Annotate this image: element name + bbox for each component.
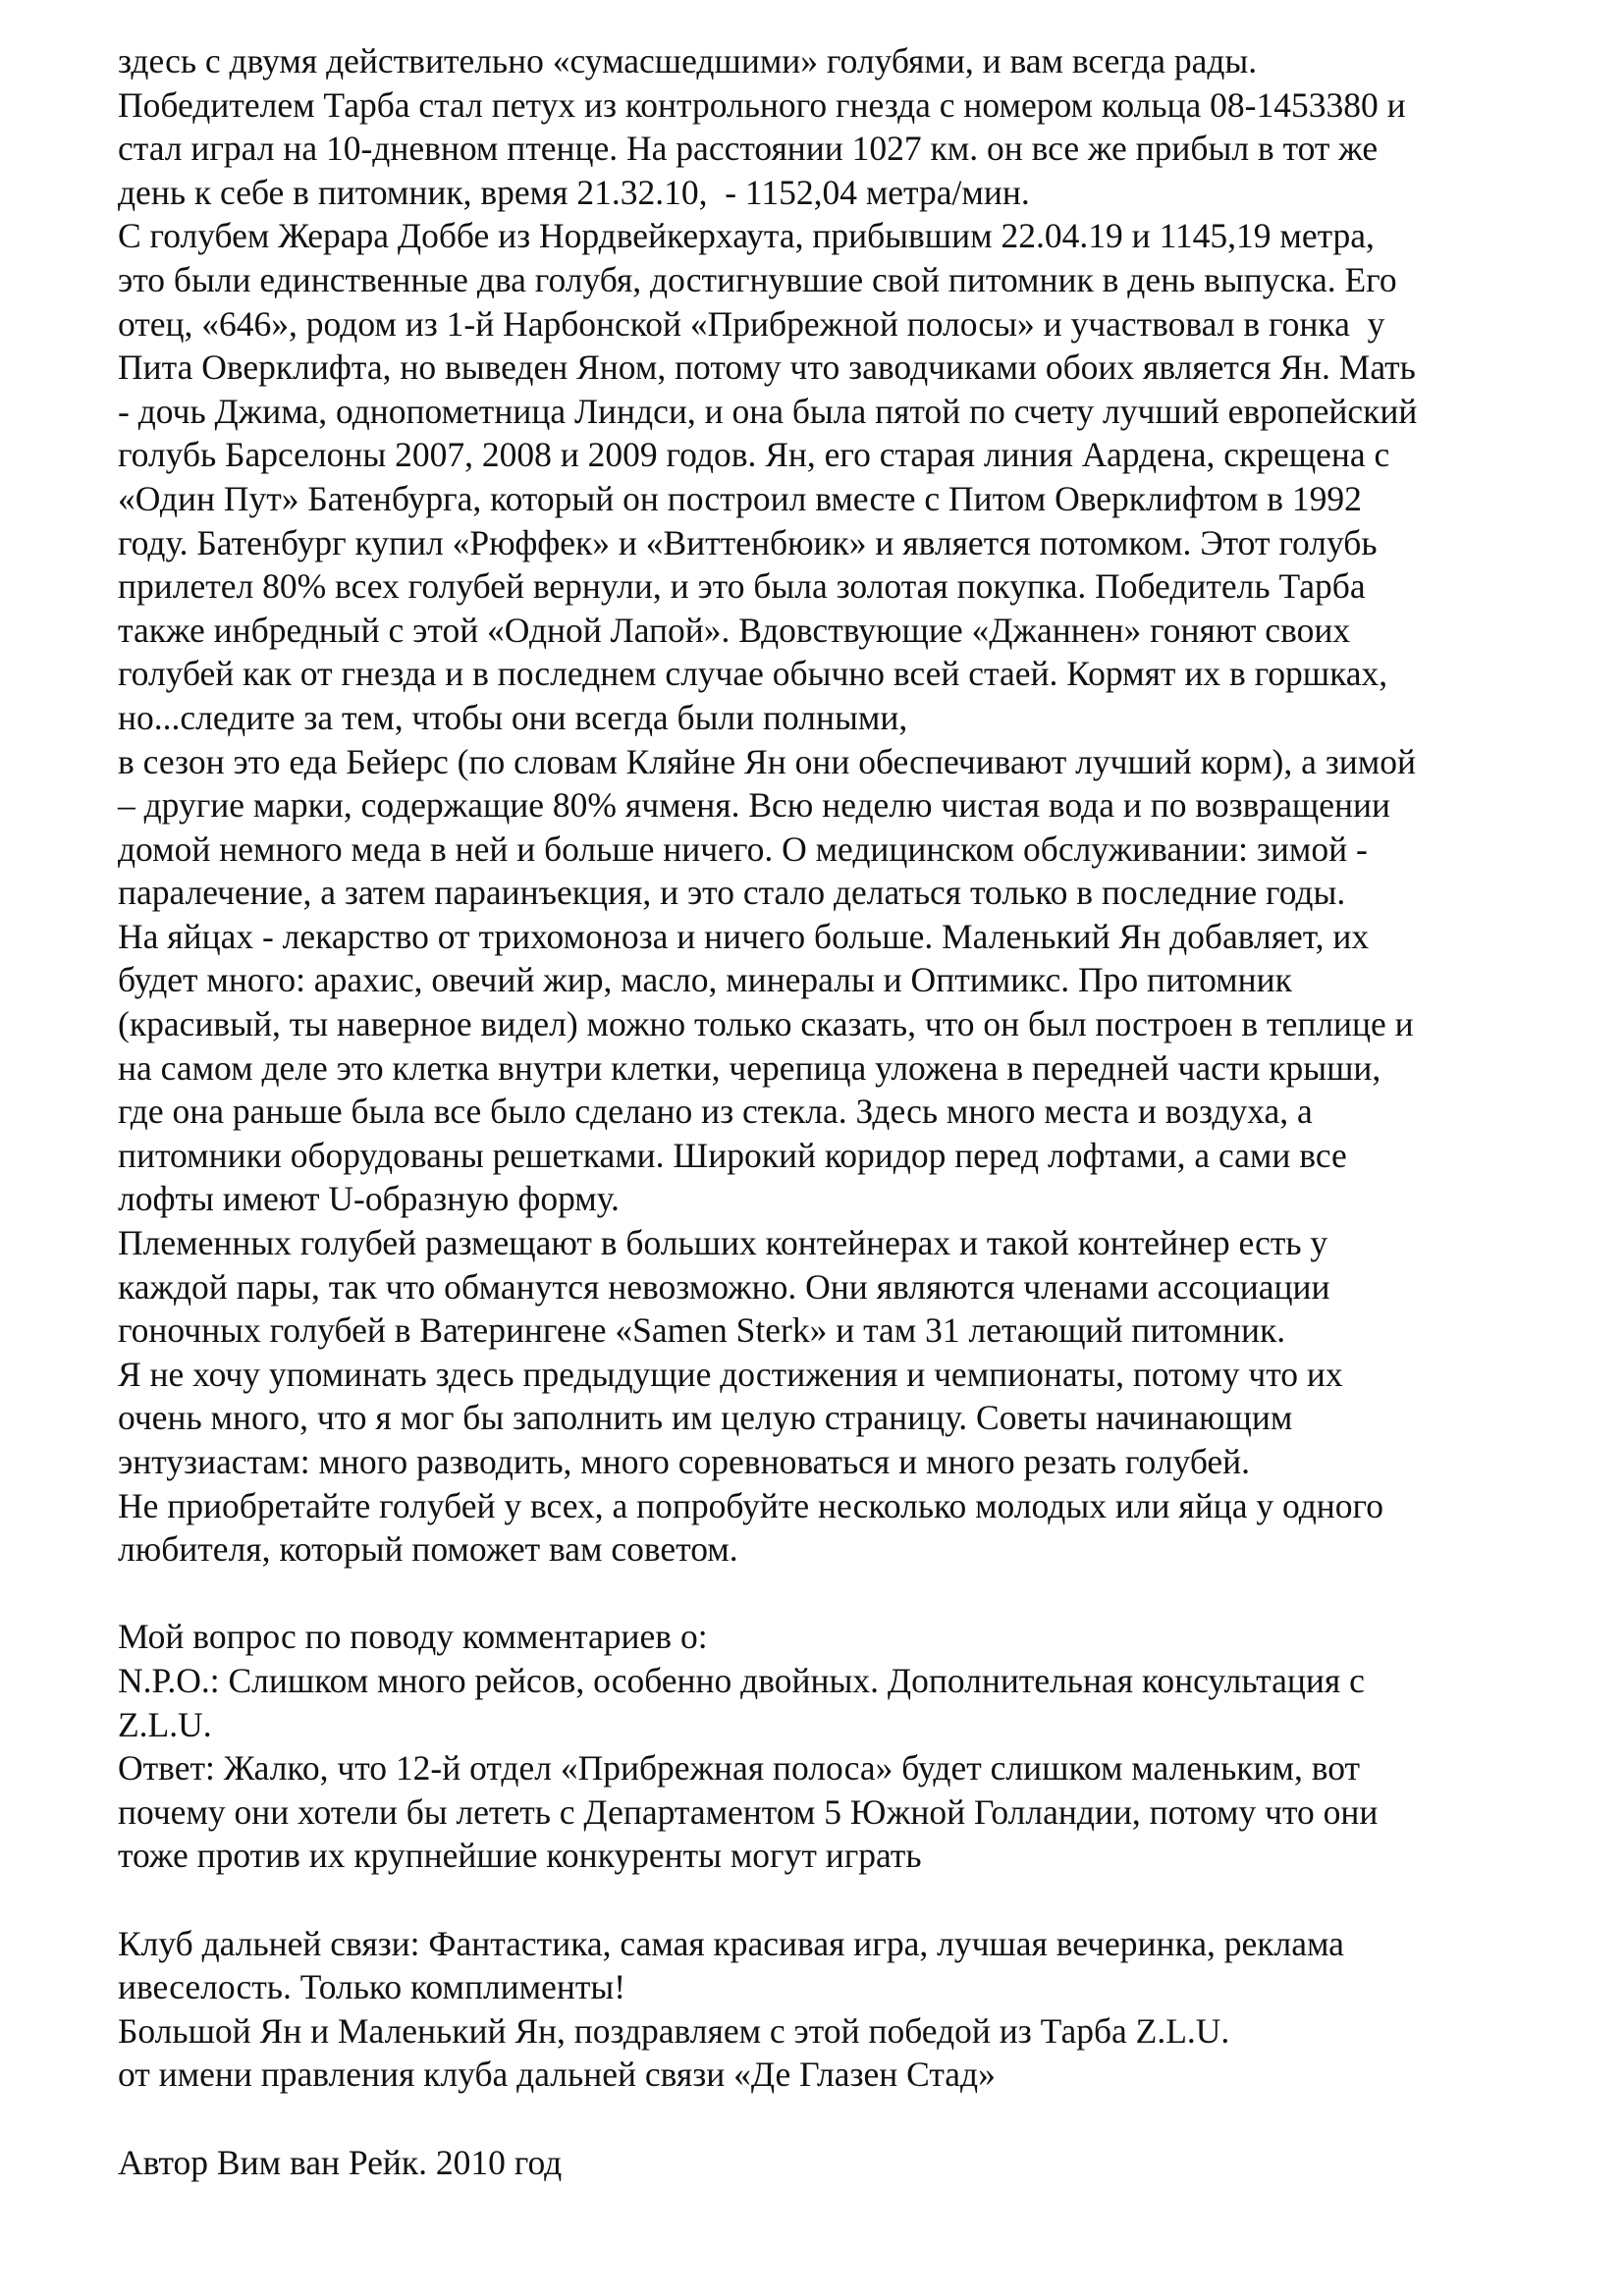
text-line: году. Батенбург купил «Рюффек» и «Виттенбюик» и является потомком. Этот голубь: [118, 522, 1378, 562]
text-line: каждой пары, так что обманутся невозможно. Они являются членами ассоциации: [118, 1266, 1330, 1307]
text-line: прилетел 80% всех голубей вернули, и это была золотая покупка. Победитель Тарба: [118, 566, 1366, 607]
text-line: N.P.O.: Слишком много рейсов, особенно двойных. Дополнительная консультация с: [118, 1660, 1365, 1700]
text-line: почему они хотели бы лететь с Департаментом 5 Южной Голландии, потому что они: [118, 1791, 1379, 1832]
text-line: Большой Ян и Маленький Ян, поздравляем с этой победой из Тарба Z.L.U.: [118, 2010, 1230, 2051]
text-line: Z.L.U.: [118, 1704, 212, 1744]
text-line: Победителем Тарба стал петух из контрольного гнезда с номером кольца 08-1453380 и: [118, 84, 1406, 125]
text-line: Мой вопрос по поводу комментариев о:: [118, 1617, 708, 1657]
text-line: Клуб дальней связи: Фантастика, самая красивая игра, лучшая вечеринка, реклама: [118, 1923, 1344, 1963]
text-line: ивеселость. Только комплименты!: [118, 1967, 626, 2007]
text-line: На яйцах - лекарство от трихомоноза и ничего больше. Маленький Ян добавляет, их: [118, 916, 1370, 956]
text-line: (красивый, ты наверное видел) можно только сказать, что он был построен в теплице и: [118, 1004, 1414, 1044]
text-line: лофты имеют U-образную форму.: [118, 1179, 620, 1219]
text-line: отец, «646», родом из 1-й Нарбонской «Прибрежной полосы» и участвовал в гонка у: [118, 303, 1385, 344]
text-line: очень много, что я мог бы заполнить им целую страницу. Советы начинающим: [118, 1398, 1293, 1438]
text-line: Я не хочу упоминать здесь предыдущие достижения и чемпионаты, потому что их: [118, 1354, 1343, 1394]
text-line: на самом деле это клетка внутри клетки, черепица уложена в передней части крыши,: [118, 1047, 1381, 1088]
text-line: Племенных голубей размещают в больших контейнерах и такой контейнер есть у: [118, 1223, 1328, 1263]
text-line: стал играл на 10-дневном птенце. На расстоянии 1027 км. он все же прибыл в тот же: [118, 129, 1379, 169]
text-line: домой немного меда в ней и больше ничего. О медицинском обслуживании: зимой -: [118, 828, 1368, 869]
paragraph-gap: [118, 1878, 1532, 1922]
paragraph-main: [118, 39, 1532, 1572]
paragraph-gap: [118, 2097, 1532, 2141]
text-line: питомники оборудованы решетками. Широкий коридор перед лофтами, а сами все: [118, 1135, 1347, 1175]
text-line: Не приобретайте голубей у всех, а попробуйте несколько молодых или яйца у одного: [118, 1485, 1383, 1525]
text-line: голубей как от гнезда и в последнем случае обычно всей стаей. Кормят их в горшках,: [118, 654, 1388, 694]
text-line: - дочь Джима, однопометница Линдси, и она была пятой по счету лучший европейский: [118, 391, 1418, 431]
text-line: любителя, который поможет вам советом.: [118, 1529, 738, 1570]
text-line: Пита Оверклифта, но выведен Яном, потому что заводчиками обоих является Ян. Мать: [118, 347, 1416, 388]
text-line: где она раньше была все было сделано из стекла. Здесь много места и воздуха, а: [118, 1092, 1313, 1132]
text-line: от имени правления клуба дальней связи «Де Глазен Стад»: [118, 2055, 996, 2095]
paragraph-gap: [118, 1572, 1532, 1616]
text-line: в сезон это еда Бейерс (по словам Кляйне Ян они обеспечивают лучший корм), а зимой: [118, 741, 1416, 781]
text-line: гоночных голубей в Ватерингене «Samen Sterk» и там 31 летающий питомник.: [118, 1310, 1286, 1351]
text-line: будет много: арахис, овечий жир, масло, минералы и Оптимикс. Про питомник: [118, 960, 1292, 1000]
paragraph-question: [118, 1615, 1532, 1878]
text-line: С голубем Жерара Доббе из Нордвейкерхаута, прибывшим 22.04.19 и 1145,19 метра,: [118, 216, 1375, 256]
text-line: паралечение, а затем параинъекция, и это стало делаться только в последние годы.: [118, 873, 1346, 913]
text-line: голубь Барселоны 2007, 2008 и 2009 годов. Ян, его старая линия Аардена, скрещена с: [118, 435, 1390, 475]
text-line: энтузиастам: много разводить, много соревноваться и много резать голубей.: [118, 1442, 1251, 1481]
text-line: здесь с двумя действительно «сумасшедшими» голубями, и вам всегда рады.: [118, 41, 1258, 80]
text-line: день к себе в питомник, время 21.32.10, - 1152,04 метра/мин.: [118, 172, 1030, 212]
document-page: [118, 39, 1532, 2184]
paragraph-club: [118, 1922, 1532, 2097]
text-line: это были единственные два голубя, достигнувшие свой питомник в день выпуска. Его: [118, 259, 1397, 299]
text-line: но...следите за тем, чтобы они всегда были полными,: [118, 697, 908, 737]
text-line: Ответ: Жалко, что 12-й отдел «Прибрежная полоса» будет слишком маленьким, вот: [118, 1748, 1361, 1789]
text-line: – другие марки, содержащие 80% ячменя. Всю неделю чистая вода и по возвращении: [118, 785, 1391, 826]
text-line: также инбредный с этой «Одной Лапой». Вдовствующие «Джаннен» гоняют своих: [118, 610, 1351, 650]
text-line: «Один Пут» Батенбурга, который он построил вместе с Питом Оверклифтом в 1992: [118, 478, 1362, 518]
text-line: тоже против их крупнейшие конкуренты могут играть: [118, 1836, 922, 1876]
author-line: Автор Вим ван Рейк. 2010 год: [118, 2142, 563, 2182]
